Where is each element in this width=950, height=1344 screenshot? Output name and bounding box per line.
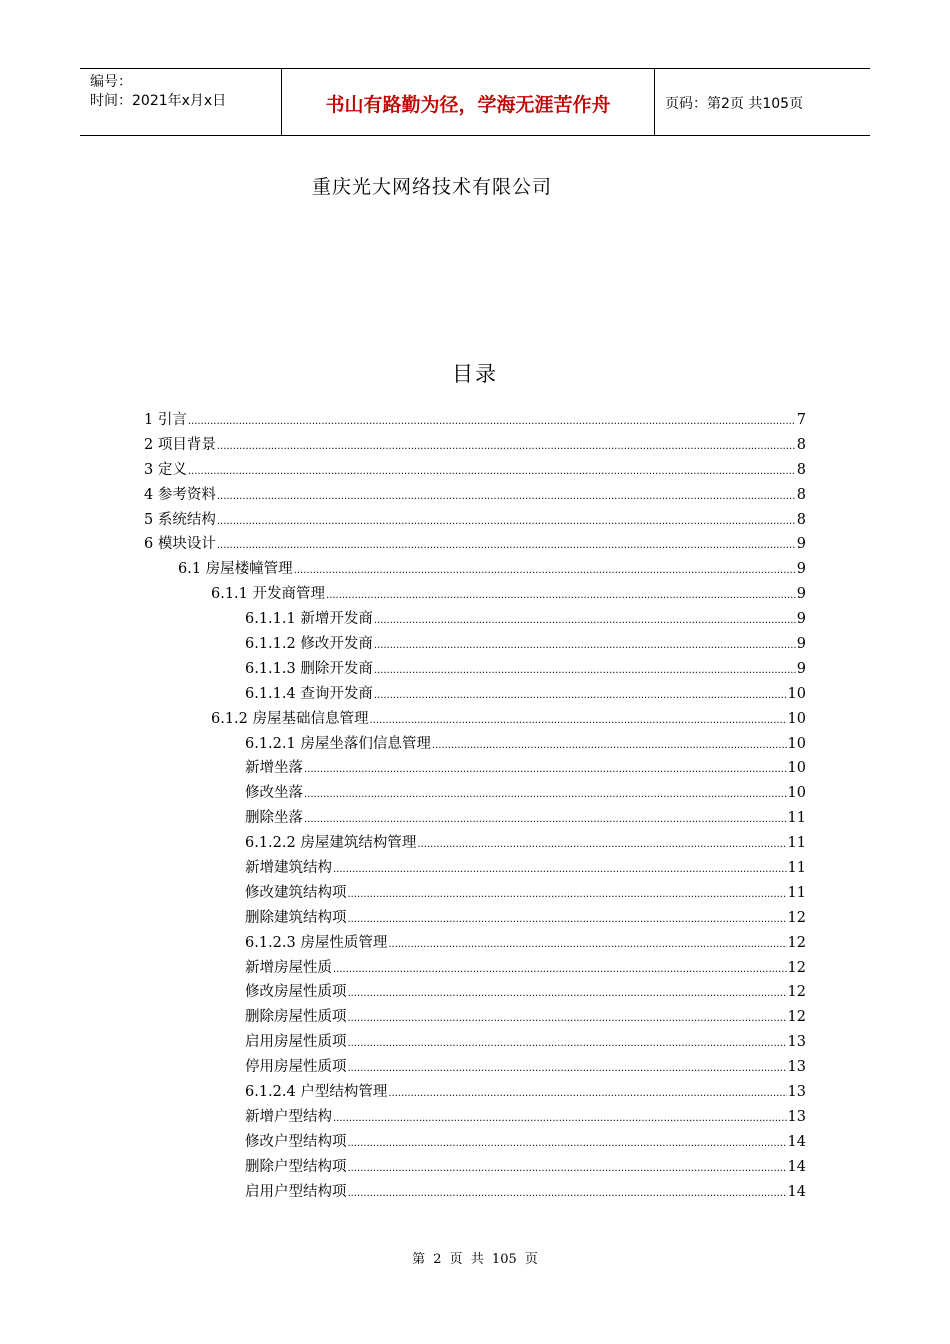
toc-leader-dots	[188, 466, 796, 477]
toc-entry[interactable]	[144, 532, 806, 557]
toc-entry-label: 6.1 房屋楼幢管理	[178, 561, 293, 578]
toc-entry-page: 9	[796, 660, 806, 677]
toc-leader-dots	[370, 715, 787, 726]
toc-leader-dots	[217, 516, 796, 527]
toc-entry[interactable]	[144, 756, 806, 781]
toc-entry-page: 14	[787, 1158, 806, 1175]
toc-entry-page: 13	[787, 1034, 806, 1051]
toc-entry-label: 新增户型结构	[245, 1108, 332, 1125]
toc-entry-label: 修改房屋性质项	[245, 984, 347, 1001]
toc-entry[interactable]	[144, 632, 806, 657]
toc-leader-dots	[304, 814, 787, 825]
toc-entry-page: 10	[787, 710, 806, 727]
header-motto: 书山有路勤为径，学海无涯苦作舟	[282, 69, 655, 135]
toc-entry[interactable]	[144, 607, 806, 632]
header-page-info: 页码：第2页 共105页	[665, 96, 804, 112]
toc-entry-page: 8	[796, 461, 806, 478]
toc-entry-label: 新增建筑结构	[245, 860, 332, 877]
toc-entry-page: 14	[787, 1183, 806, 1200]
toc-entry[interactable]	[144, 657, 806, 682]
toc-entry-page: 11	[787, 884, 806, 901]
toc-entry-label: 6.1.1.4 查询开发商	[245, 685, 373, 702]
toc-entry-page: 7	[796, 412, 806, 428]
toc-leader-dots	[348, 1038, 787, 1049]
toc-entry[interactable]	[144, 732, 806, 757]
toc-leader-dots	[348, 1188, 787, 1199]
toc-entry-label: 6 模块设计	[144, 536, 216, 553]
toc-entry-label: 新增坐落	[245, 760, 303, 777]
toc-entry-label: 修改建筑结构项	[245, 884, 347, 901]
toc-entry[interactable]	[144, 557, 806, 582]
toc-entry[interactable]	[144, 582, 806, 607]
toc-entry-label: 6.1.1.1 新增开发商	[245, 611, 373, 628]
toc-leader-dots	[417, 839, 786, 850]
toc-entry-page: 12	[787, 909, 806, 926]
toc-entry[interactable]	[144, 931, 806, 956]
toc-entry[interactable]	[144, 831, 806, 856]
toc-entry-page: 13	[787, 1084, 806, 1101]
toc-entry[interactable]	[144, 956, 806, 981]
toc-entry-page: 13	[787, 1108, 806, 1125]
table-of-contents	[144, 408, 806, 1205]
toc-entry-label: 6.1.2.4 户型结构管理	[245, 1084, 388, 1101]
document-number-label: 编号：	[90, 74, 132, 90]
toc-entry-page: 12	[787, 1009, 806, 1026]
toc-entry-label: 5 系统结构	[144, 511, 216, 528]
toc-entry[interactable]	[144, 682, 806, 707]
toc-entry-page: 12	[787, 934, 806, 951]
toc-entry-page: 8	[796, 511, 806, 528]
toc-leader-dots	[374, 615, 796, 626]
toc-entry-label: 修改户型结构项	[245, 1133, 347, 1150]
toc-leader-dots	[374, 640, 796, 651]
toc-entry[interactable]	[144, 806, 806, 831]
toc-entry[interactable]	[144, 483, 806, 508]
toc-entry-label: 6.1.1 开发商管理	[211, 586, 326, 603]
toc-entry-page: 9	[796, 561, 806, 578]
toc-entry-page: 10	[787, 685, 806, 702]
toc-leader-dots	[348, 1013, 787, 1024]
toc-entry-label: 6.1.2.2 房屋建筑结构管理	[245, 835, 417, 852]
toc-entry-label: 修改坐落	[245, 785, 303, 802]
toc-leader-dots	[348, 1163, 787, 1174]
toc-entry[interactable]	[144, 881, 806, 906]
toc-leader-dots	[374, 690, 787, 701]
toc-leader-dots	[217, 441, 796, 452]
toc-entry-label: 6.1.1.2 修改开发商	[245, 636, 373, 653]
toc-leader-dots	[348, 1138, 787, 1149]
toc-entry[interactable]	[144, 1030, 806, 1055]
document-time-label: 时间：2021年x月x日	[90, 93, 227, 109]
toc-entry-page: 10	[787, 735, 806, 752]
toc-entry-page: 8	[796, 486, 806, 503]
toc-entry[interactable]	[144, 1005, 806, 1030]
toc-leader-dots	[348, 988, 787, 999]
toc-entry[interactable]	[144, 781, 806, 806]
toc-entry-label: 启用户型结构项	[245, 1183, 347, 1200]
toc-entry-label: 3 定义	[144, 461, 187, 478]
toc-entry-page: 10	[787, 760, 806, 777]
toc-entry-label: 6.1.2.1 房屋坐落们信息管理	[245, 735, 431, 752]
toc-entry-label: 停用房屋性质项	[245, 1059, 347, 1076]
header-meta-cell	[80, 69, 282, 135]
toc-leader-dots	[333, 864, 787, 875]
toc-entry[interactable]	[144, 980, 806, 1005]
toc-entry[interactable]	[144, 1105, 806, 1130]
toc-leader-dots	[294, 565, 796, 576]
toc-leader-dots	[217, 491, 796, 502]
toc-entry-page: 12	[787, 984, 806, 1001]
toc-leader-dots	[304, 764, 787, 775]
company-name: 重庆光大网络技术有限公司	[312, 176, 553, 198]
toc-leader-dots	[333, 1113, 787, 1124]
toc-entry-label: 删除建筑结构项	[245, 909, 347, 926]
toc-entry[interactable]	[144, 906, 806, 931]
toc-leader-dots	[304, 789, 787, 800]
toc-entry[interactable]	[144, 707, 806, 732]
toc-entry-label: 2 项目背景	[144, 436, 216, 453]
toc-entry-page: 13	[787, 1059, 806, 1076]
toc-leader-dots	[374, 665, 796, 676]
toc-entry-page: 9	[796, 611, 806, 628]
page-footer: 第 2 页 共 105 页	[412, 1252, 538, 1267]
toc-leader-dots	[348, 914, 787, 925]
toc-entry-label: 新增房屋性质	[245, 959, 332, 976]
toc-entry[interactable]	[144, 1080, 806, 1105]
toc-entry[interactable]	[144, 1180, 806, 1205]
toc-entry-label: 1 引言	[144, 412, 187, 428]
toc-entry-label: 启用房屋性质项	[245, 1034, 347, 1051]
toc-entry-page: 14	[787, 1133, 806, 1150]
toc-entry[interactable]	[144, 1155, 806, 1180]
toc-leader-dots	[348, 1063, 787, 1074]
toc-entry-label: 6.1.1.3 删除开发商	[245, 660, 373, 677]
toc-entry[interactable]	[144, 1130, 806, 1155]
toc-entry[interactable]	[144, 508, 806, 533]
toc-entry[interactable]	[144, 433, 806, 458]
toc-title: 目录	[452, 362, 498, 386]
toc-entry-page: 11	[787, 810, 806, 827]
toc-entry-label: 删除坐落	[245, 810, 303, 827]
toc-leader-dots	[188, 416, 796, 427]
toc-entry[interactable]	[144, 458, 806, 483]
toc-entry-page: 11	[787, 860, 806, 877]
toc-leader-dots	[388, 939, 786, 950]
toc-leader-dots	[326, 590, 796, 601]
toc-entry[interactable]	[144, 856, 806, 881]
toc-entry[interactable]	[144, 408, 806, 433]
toc-entry-label: 删除户型结构项	[245, 1158, 347, 1175]
toc-entry-label: 删除房屋性质项	[245, 1009, 347, 1026]
toc-leader-dots	[432, 740, 787, 751]
toc-entry-label: 6.1.2.3 房屋性质管理	[245, 934, 388, 951]
toc-leader-dots	[333, 964, 787, 975]
toc-entry-page: 11	[787, 835, 806, 852]
toc-leader-dots	[348, 889, 787, 900]
toc-entry-page: 9	[796, 636, 806, 653]
toc-entry-page: 9	[796, 536, 806, 553]
toc-entry-page: 9	[796, 586, 806, 603]
toc-entry[interactable]	[144, 1055, 806, 1080]
toc-leader-dots	[217, 540, 796, 551]
page-header	[80, 68, 870, 136]
toc-entry-label: 6.1.2 房屋基础信息管理	[211, 710, 369, 727]
toc-entry-label: 4 参考资料	[144, 486, 216, 503]
toc-entry-page: 8	[796, 436, 806, 453]
toc-entry-page: 10	[787, 785, 806, 802]
toc-entry-page: 12	[787, 959, 806, 976]
toc-leader-dots	[388, 1088, 786, 1099]
